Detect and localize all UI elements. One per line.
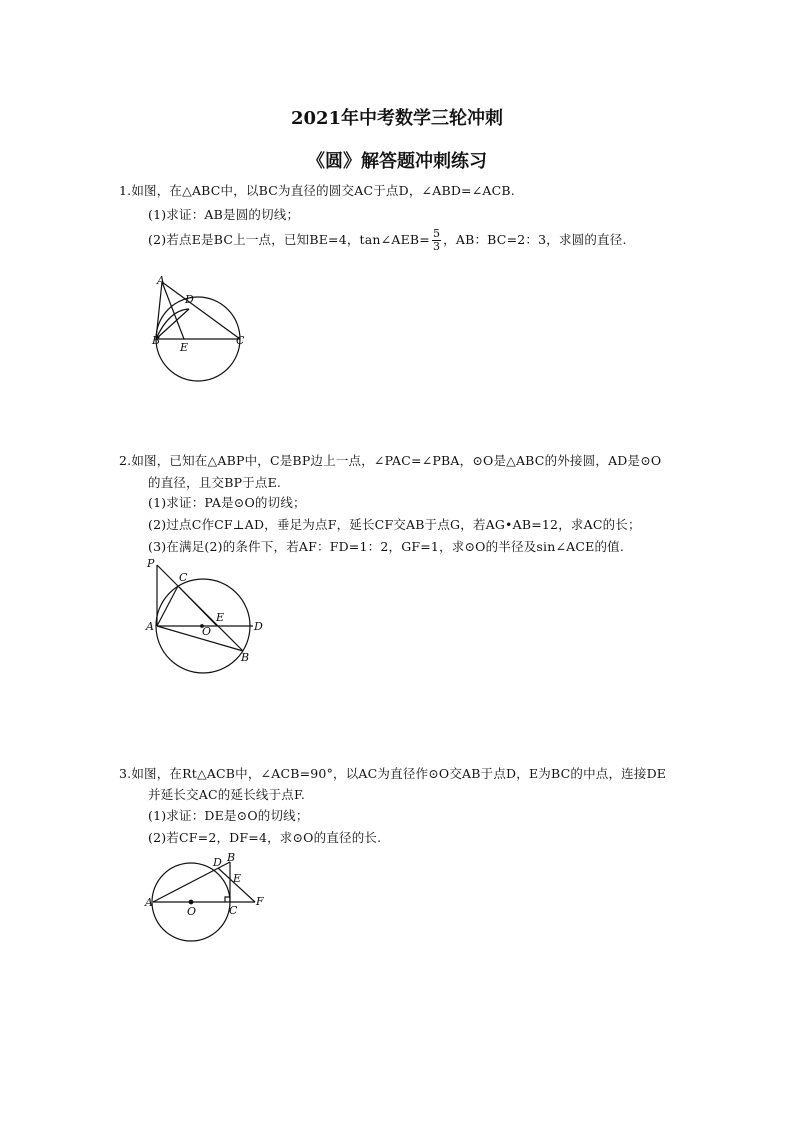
figure-2-diagram <box>145 555 275 675</box>
problem-2-part-3: (3)在满足(2)的条件下，若AF：FD=1：2，GF=1，求⊙O的半径及sin∠ACE的值. <box>148 539 625 554</box>
label-C: C <box>236 334 245 347</box>
problem-2-part-1: (1)求证：PA是⊙O的切线； <box>148 495 306 510</box>
problem-3-part-2: (2)若CF=2，DF=4，求⊙O的直径的长. <box>148 830 382 845</box>
label-D: D <box>254 620 263 633</box>
label-B: B <box>227 851 236 864</box>
figure-1-diagram <box>147 270 267 390</box>
page-subtitle: 《圆》解答题冲刺练习 <box>307 151 487 172</box>
label-C: C <box>229 904 238 917</box>
label-A: A <box>146 620 154 633</box>
problem-1-stem: 1.如图，在△ABC中，以BC为直径的圆交AC于点D，∠ABD=∠ACB. <box>119 183 515 198</box>
label-E: E <box>180 341 189 354</box>
problem-3-stem: 3.如图，在Rt△ACB中，∠ACB=90°，以AC为直径作⊙O交AB于点D，E为BC的中点，连接DE <box>119 766 667 781</box>
label-E: E <box>216 611 225 624</box>
label-B: B <box>152 334 161 347</box>
label-E: E <box>233 872 242 885</box>
label-B: B <box>241 651 250 664</box>
problem-1-part-1: (1)求证：AB是圆的切线； <box>148 207 300 222</box>
tan-fraction: $\frac{5}{3}$ <box>432 227 441 253</box>
label-O: O <box>202 625 212 638</box>
label-F: F <box>256 895 264 908</box>
label-D: D <box>185 293 194 306</box>
label-D: D <box>213 856 222 869</box>
problem-3-part-1: (1)求证：DE是⊙O的切线； <box>148 808 309 823</box>
problem-1-part-2-suffix: ，AB：BC=2：3，求圆的直径. <box>443 232 627 247</box>
figure-3-diagram <box>145 850 275 950</box>
problem-3-stem-cont: 并延长交AC的延长线于点F. <box>148 787 306 802</box>
label-O: O <box>187 905 197 918</box>
problem-2-stem-cont: 的直径，且交BP于点E. <box>148 475 282 490</box>
problem-2-part-2: (2)过点C作CF⊥AD，垂足为点F，延长CF交AB于点G，若AG•AB=12，求AC的长； <box>148 517 641 532</box>
label-C: C <box>179 571 188 584</box>
problem-1-part-2 <box>148 228 627 253</box>
problem-2-stem: 2.如图，已知在△ABP中，C是BP边上一点，∠PAC=∠PBA，⊙O是△ABC的外接圆，AD是⊙O <box>119 453 662 468</box>
label-A: A <box>157 274 165 287</box>
label-P: P <box>147 557 155 570</box>
problem-1-part-2-prefix: (2)若点E是BC上一点，已知BE=4，tan∠AEB= <box>148 232 430 247</box>
page-title: 2021年中考数学三轮冲刺 <box>290 108 504 129</box>
label-A: A <box>145 896 153 909</box>
